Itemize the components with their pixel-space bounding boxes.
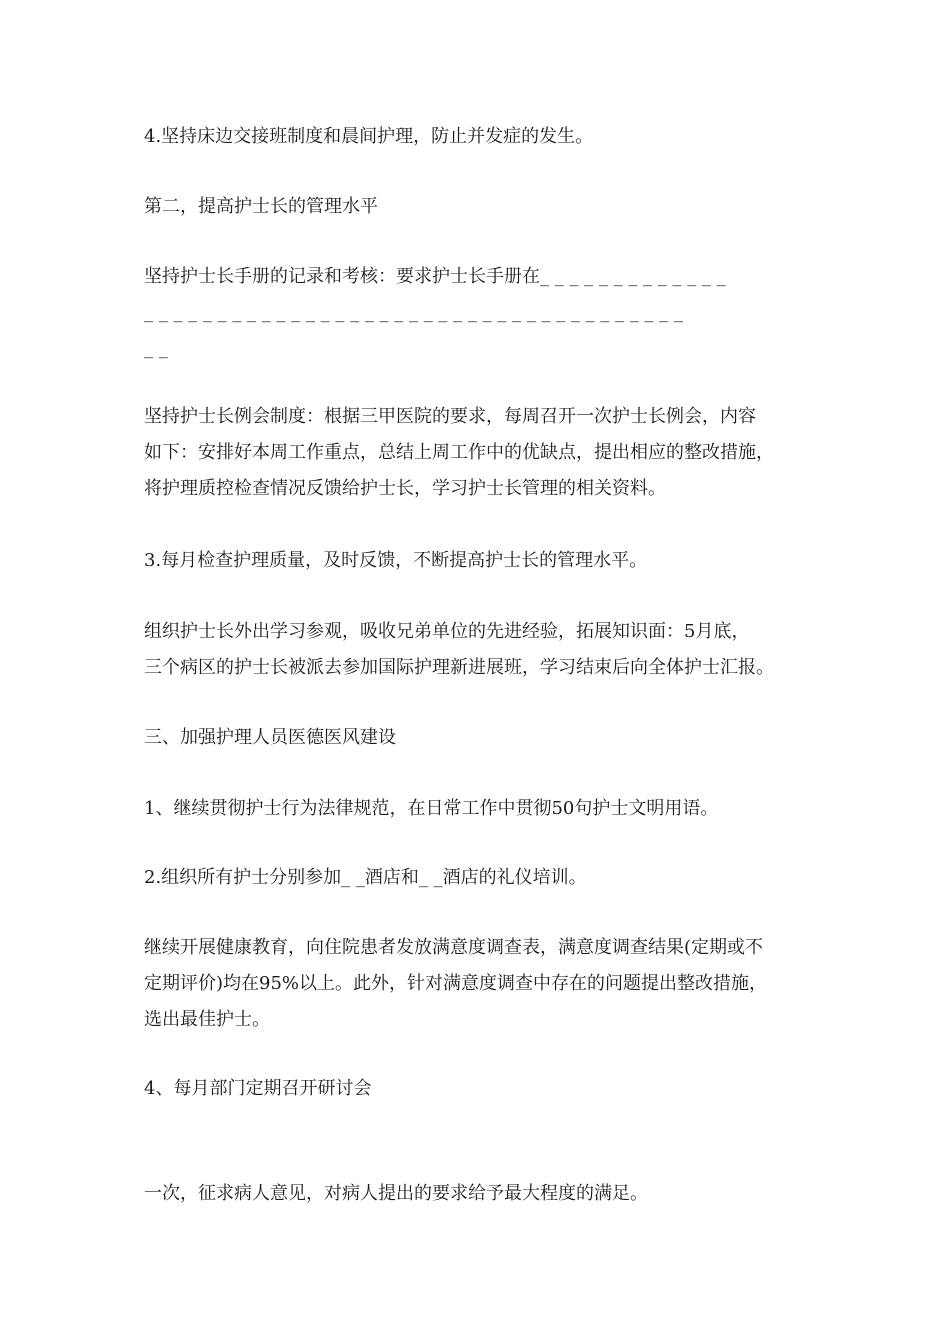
text-line: 三个病区的护士长被派去参加国际护理新进展班，学习结束后向全体护士汇报。 — [144, 657, 774, 678]
paragraph-head-nurse-handbook — [144, 259, 809, 367]
paragraph-monthly-seminar — [144, 1071, 809, 1107]
text-line: 4.坚持床边交接班制度和晨间护理，防止并发症的发生。 — [144, 126, 594, 147]
text-line: 组织护士长外出学习参观，吸收兄弟单位的先进经验，拓展知识面：5月底， — [144, 621, 750, 642]
text-line: 三、加强护理人员医德医风建设 — [144, 727, 396, 748]
text-line: 3.每月检查护理质量，及时反馈，不断提高护士长的管理水平。 — [144, 550, 648, 571]
text-line: 坚持护士长手册的记录和考核：要求护士长手册在_ _ _ _ _ _ _ _ _ _ _ _ _ — [144, 266, 726, 287]
text-line: 一次，征求病人意见，对病人提出的要求给予最大程度的满足。 — [144, 1183, 648, 1204]
text-line: 坚持护士长例会制度：根据三甲医院的要求，每周召开一次护士长例会，内容 — [144, 406, 756, 427]
section-heading-head-nurse-management — [144, 189, 809, 225]
section-heading-ethics — [144, 720, 809, 756]
text-line: 4、每月部门定期召开研讨会 — [144, 1078, 372, 1099]
text-line: 如下：安排好本周工作重点，总结上周工作中的优缺点，提出相应的整改措施， — [144, 442, 774, 463]
paragraph-monthly-quality-check — [144, 543, 809, 579]
text-line: 定期评价)均在95%以上。此外，针对满意度调查中存在的问题提出整改措施， — [144, 973, 768, 994]
paragraph-health-education — [144, 930, 809, 1038]
paragraph-weekly-meeting — [144, 399, 809, 507]
paragraph-patient-opinions — [144, 1176, 809, 1212]
text-line: 将护理质控检查情况反馈给护士长，学习护士长管理的相关资料。 — [144, 478, 666, 499]
text-line: 1、继续贯彻护士行为法律规范，在日常工作中贯彻50句护士文明用语。 — [144, 798, 719, 819]
text-line: 选出最佳护士。 — [144, 1009, 270, 1030]
text-line: _ _ — [144, 338, 168, 359]
text-line: 继续开展健康教育，向住院患者发放满意度调查表，满意度调查结果(定期或不 — [144, 937, 764, 958]
paragraph-etiquette-training — [144, 860, 809, 896]
paragraph-bedside-handover — [144, 119, 809, 155]
text-line: 2.组织所有护士分别参加_ _酒店和_ _酒店的礼仪培训。 — [144, 867, 587, 888]
paragraph-external-study — [144, 614, 809, 686]
text-line: 第二，提高护士长的管理水平 — [144, 196, 378, 217]
paragraph-code-of-conduct — [144, 791, 809, 827]
text-line: _ _ _ _ _ _ _ _ _ _ _ _ _ _ _ _ _ _ _ _ _ _ _ _ _ _ _ _ _ _ _ _ _ _ _ _ _ — [144, 302, 683, 323]
